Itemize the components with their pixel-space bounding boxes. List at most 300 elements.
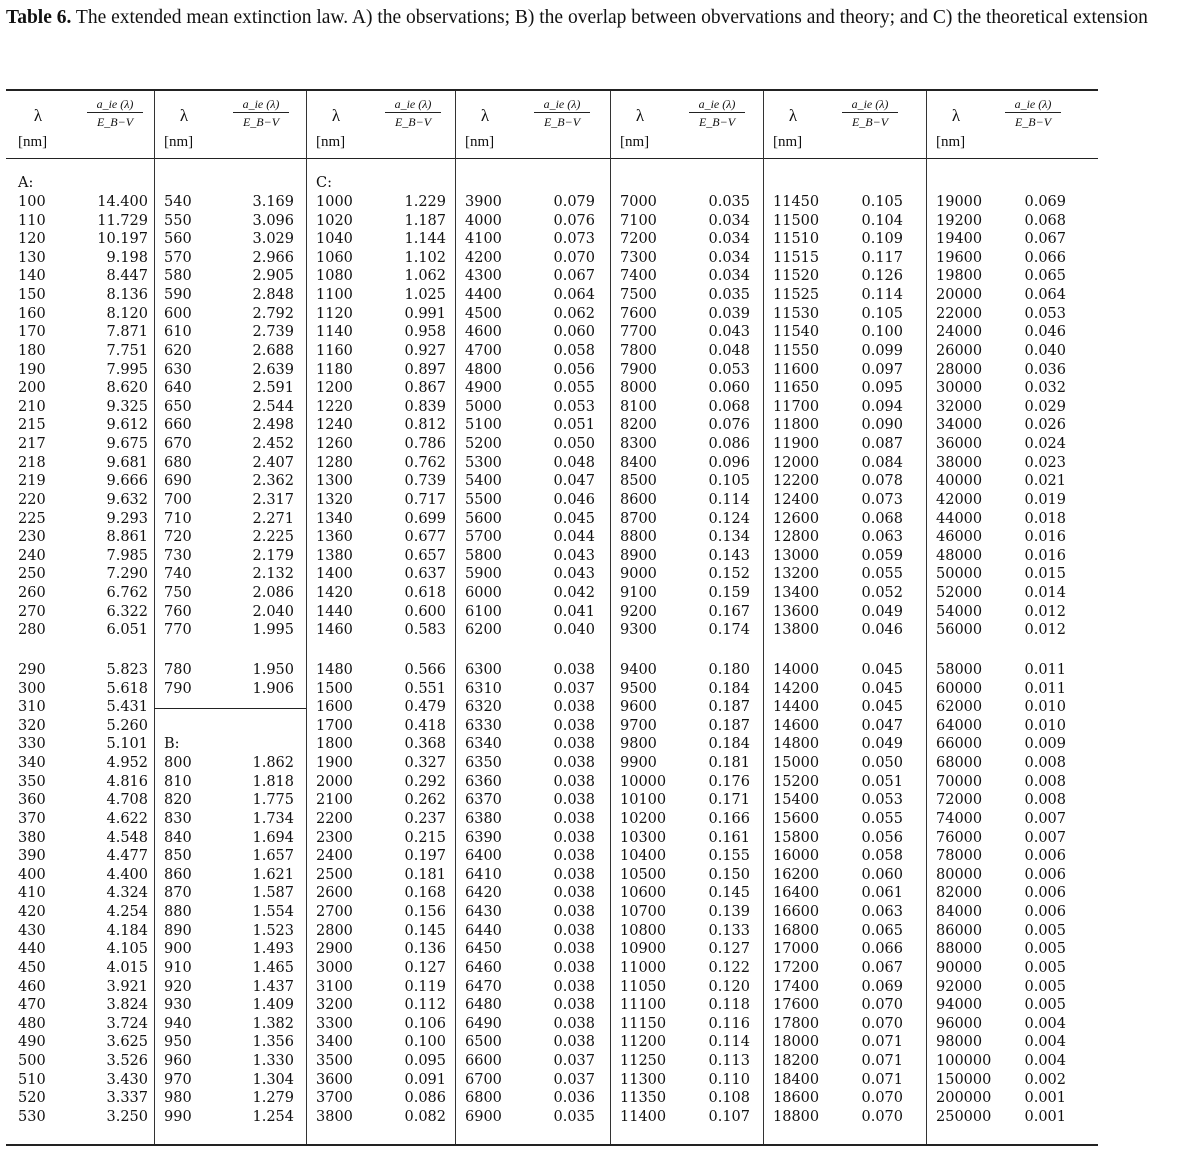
ratio-cell: 0.038 xyxy=(553,922,595,939)
ratio-cell: 1.465 xyxy=(252,959,294,976)
wavelength-cell: 340 xyxy=(18,755,46,772)
wavelength-cell: 4600 xyxy=(465,324,502,341)
wavelength-cell: 1900 xyxy=(316,755,353,772)
ratio-cell: 0.181 xyxy=(708,755,750,772)
ratio-cell: 2.040 xyxy=(252,603,294,620)
wavelength-cell: 12000 xyxy=(773,454,820,471)
ratio-cell: 0.114 xyxy=(708,1034,750,1051)
wavelength-cell: 12800 xyxy=(773,529,820,546)
wavelength-cell: 6370 xyxy=(465,792,502,809)
ratio-cell: 0.110 xyxy=(708,1071,750,1088)
ratio-cell: 9.632 xyxy=(106,491,148,508)
ratio-cell: 0.066 xyxy=(861,941,903,958)
ratio-cell: 0.038 xyxy=(553,848,595,865)
ratio-cell: 0.091 xyxy=(404,1071,446,1088)
fraction-bar xyxy=(689,112,745,113)
wavelength-cell: 430 xyxy=(18,922,46,939)
ratio-cell: 0.045 xyxy=(861,680,903,697)
wavelength-cell: 6500 xyxy=(465,1034,502,1051)
ratio-cell: 0.197 xyxy=(404,848,446,865)
ratio-cell: 0.105 xyxy=(708,473,750,490)
ratio-cell: 0.086 xyxy=(404,1090,446,1107)
ratio-cell: 8.136 xyxy=(106,287,148,304)
ratio-cell: 2.966 xyxy=(252,249,294,266)
wavelength-cell: 800 xyxy=(164,755,192,772)
wavelength-cell: 4700 xyxy=(465,342,502,359)
ratio-cell: 2.132 xyxy=(252,566,294,583)
ratio-cell: 6.051 xyxy=(106,622,148,639)
ratio-cell: 3.625 xyxy=(106,1034,148,1051)
ratio-cell: 0.150 xyxy=(708,866,750,883)
ratio-cell: 0.184 xyxy=(708,736,750,753)
ratio-cell: 9.293 xyxy=(106,510,148,527)
wavelength-cell: 200 xyxy=(18,380,46,397)
wavelength-cell: 3800 xyxy=(316,1108,353,1125)
ratio-cell: 0.007 xyxy=(1024,810,1066,827)
ratio-cell: 0.006 xyxy=(1024,848,1066,865)
ratio-cell: 0.012 xyxy=(1024,622,1066,639)
wavelength-cell: 19600 xyxy=(936,249,983,266)
wavelength-cell: 13000 xyxy=(773,547,820,564)
wavelength-cell: 580 xyxy=(164,268,192,285)
wavelength-cell: 2200 xyxy=(316,810,353,827)
wavelength-cell: 17000 xyxy=(773,941,820,958)
ratio-cell: 0.184 xyxy=(708,680,750,697)
ratio-cell: 7.995 xyxy=(106,361,148,378)
ratio-cell: 3.824 xyxy=(106,997,148,1014)
ratio-cell: 0.069 xyxy=(1024,194,1066,210)
wavelength-cell: 1460 xyxy=(316,622,353,639)
ratio-cell: 0.036 xyxy=(553,1090,595,1107)
wavelength-cell: 1220 xyxy=(316,398,353,415)
wavelength-cell: 220 xyxy=(18,491,46,508)
wavelength-cell: 320 xyxy=(18,717,46,734)
wavelength-cell: 15600 xyxy=(773,810,820,827)
wavelength-cell: 5600 xyxy=(465,510,502,527)
wavelength-cell: 56000 xyxy=(936,622,983,639)
ratio-cell: 0.566 xyxy=(404,662,446,678)
wavelength-cell: 11500 xyxy=(773,212,820,229)
ratio-cell: 0.009 xyxy=(1024,736,1066,753)
wavelength-cell: 4500 xyxy=(465,305,502,322)
ratio-cell: 0.008 xyxy=(1024,755,1066,772)
ratio-cell: 0.120 xyxy=(708,978,750,995)
wavelength-cell: 870 xyxy=(164,885,192,902)
wavelength-cell: 10300 xyxy=(620,829,667,846)
ratio-cell: 1.493 xyxy=(252,941,294,958)
ratio-cell: 0.053 xyxy=(708,361,750,378)
wavelength-cell: 1040 xyxy=(316,231,353,248)
wavelength-cell: 490 xyxy=(18,1034,46,1051)
ratio-cell: 0.176 xyxy=(708,773,750,790)
wavelength-cell: 1260 xyxy=(316,436,353,453)
ratio-cell: 0.055 xyxy=(553,380,595,397)
ratio-cell: 1.187 xyxy=(404,212,446,229)
section-divider xyxy=(154,708,306,709)
ratio-cell: 0.050 xyxy=(861,755,903,772)
ratio-cell: 0.897 xyxy=(404,361,446,378)
ratio-cell: 0.038 xyxy=(553,1034,595,1051)
ratio-cell: 0.046 xyxy=(553,491,595,508)
ratio-cell: 0.073 xyxy=(553,231,595,248)
ratio-numerator: a_ie (λ) xyxy=(394,97,432,111)
ratio-cell: 0.076 xyxy=(553,212,595,229)
wavelength-cell: 560 xyxy=(164,231,192,248)
wavelength-cell: 14400 xyxy=(773,699,820,716)
header-unit: [nm] xyxy=(164,134,194,150)
wavelength-cell: 850 xyxy=(164,848,192,865)
ratio-cell: 0.004 xyxy=(1024,1034,1066,1051)
wavelength-cell: 100 xyxy=(18,194,46,210)
wavelength-cell: 720 xyxy=(164,529,192,546)
wavelength-cell: 36000 xyxy=(936,436,983,453)
wavelength-cell: 13800 xyxy=(773,622,820,639)
ratio-denominator: E_B−V xyxy=(698,115,736,129)
wavelength-cell: 92000 xyxy=(936,978,983,995)
ratio-cell: 2.905 xyxy=(252,268,294,285)
wavelength-cell: 2700 xyxy=(316,904,353,921)
ratio-cell: 0.038 xyxy=(553,1015,595,1032)
wavelength-cell: 50000 xyxy=(936,566,983,583)
wavelength-cell: 215 xyxy=(18,417,46,434)
ratio-cell: 0.368 xyxy=(404,736,446,753)
wavelength-cell: 3200 xyxy=(316,997,353,1014)
ratio-cell: 0.067 xyxy=(553,268,595,285)
wavelength-cell: 930 xyxy=(164,997,192,1014)
header-ratio xyxy=(381,97,445,129)
ratio-cell: 1.437 xyxy=(252,978,294,995)
wavelength-cell: 90000 xyxy=(936,959,983,976)
ratio-cell: 0.045 xyxy=(553,510,595,527)
ratio-cell: 0.011 xyxy=(1024,662,1066,678)
ratio-cell: 6.322 xyxy=(106,603,148,620)
wavelength-cell: 8800 xyxy=(620,529,657,546)
wavelength-cell: 94000 xyxy=(936,997,983,1014)
ratio-cell: 0.143 xyxy=(708,547,750,564)
ratio-cell: 1.523 xyxy=(252,922,294,939)
wavelength-cell: 330 xyxy=(18,736,46,753)
wavelength-cell: 11525 xyxy=(773,287,820,304)
ratio-cell: 1.818 xyxy=(252,773,294,790)
section-label: B: xyxy=(164,736,180,753)
wavelength-cell: 100000 xyxy=(936,1053,992,1070)
ratio-cell: 0.038 xyxy=(553,904,595,921)
wavelength-cell: 700 xyxy=(164,491,192,508)
ratio-cell: 0.068 xyxy=(861,510,903,527)
wavelength-cell: 6100 xyxy=(465,603,502,620)
wavelength-cell: 11400 xyxy=(620,1108,667,1125)
wavelength-cell: 6350 xyxy=(465,755,502,772)
ratio-cell: 0.155 xyxy=(708,848,750,865)
wavelength-cell: 650 xyxy=(164,398,192,415)
ratio-cell: 11.729 xyxy=(97,212,148,229)
ratio-cell: 0.139 xyxy=(708,904,750,921)
fraction-bar xyxy=(1005,112,1061,113)
wavelength-cell: 64000 xyxy=(936,717,983,734)
ratio-cell: 0.082 xyxy=(404,1108,446,1125)
ratio-cell: 0.060 xyxy=(861,866,903,883)
caption-label: Table 6. xyxy=(6,7,72,28)
ratio-cell: 1.657 xyxy=(252,848,294,865)
wavelength-cell: 1800 xyxy=(316,736,353,753)
ratio-cell: 2.498 xyxy=(252,417,294,434)
ratio-cell: 0.109 xyxy=(861,231,903,248)
ratio-cell: 1.356 xyxy=(252,1034,294,1051)
wavelength-cell: 14000 xyxy=(773,662,820,678)
ratio-cell: 2.362 xyxy=(252,473,294,490)
wavelength-cell: 9800 xyxy=(620,736,657,753)
ratio-cell: 0.262 xyxy=(404,792,446,809)
wavelength-cell: 6000 xyxy=(465,585,502,602)
ratio-cell: 0.046 xyxy=(861,622,903,639)
wavelength-cell: 44000 xyxy=(936,510,983,527)
ratio-cell: 0.122 xyxy=(708,959,750,976)
wavelength-cell: 8700 xyxy=(620,510,657,527)
wavelength-cell: 66000 xyxy=(936,736,983,753)
wavelength-cell: 10600 xyxy=(620,885,667,902)
wavelength-cell: 3600 xyxy=(316,1071,353,1088)
wavelength-cell: 1400 xyxy=(316,566,353,583)
wavelength-cell: 6900 xyxy=(465,1108,502,1125)
ratio-cell: 0.005 xyxy=(1024,922,1066,939)
wavelength-cell: 18000 xyxy=(773,1034,820,1051)
wavelength-cell: 1280 xyxy=(316,454,353,471)
ratio-cell: 0.038 xyxy=(553,736,595,753)
ratio-cell: 0.036 xyxy=(1024,361,1066,378)
ratio-numerator: a_ie (λ) xyxy=(851,97,889,111)
ratio-cell: 0.039 xyxy=(708,305,750,322)
ratio-cell: 0.100 xyxy=(404,1034,446,1051)
ratio-cell: 8.120 xyxy=(106,305,148,322)
ratio-cell: 0.038 xyxy=(553,941,595,958)
header-lambda: λ xyxy=(331,106,341,125)
ratio-cell: 0.040 xyxy=(1024,342,1066,359)
wavelength-cell: 6420 xyxy=(465,885,502,902)
ratio-cell: 0.038 xyxy=(553,810,595,827)
ratio-cell: 1.025 xyxy=(404,287,446,304)
wavelength-cell: 14200 xyxy=(773,680,820,697)
ratio-cell: 0.187 xyxy=(708,699,750,716)
ratio-cell: 0.045 xyxy=(861,662,903,678)
wavelength-cell: 670 xyxy=(164,436,192,453)
ratio-cell: 0.418 xyxy=(404,717,446,734)
wavelength-cell: 480 xyxy=(18,1015,46,1032)
wavelength-cell: 11520 xyxy=(773,268,820,285)
wavelength-cell: 11650 xyxy=(773,380,820,397)
wavelength-cell: 52000 xyxy=(936,585,983,602)
ratio-cell: 0.023 xyxy=(1024,454,1066,471)
wavelength-cell: 6390 xyxy=(465,829,502,846)
wavelength-cell: 680 xyxy=(164,454,192,471)
extinction-table xyxy=(6,89,1098,1147)
wavelength-cell: 2300 xyxy=(316,829,353,846)
ratio-cell: 8.861 xyxy=(106,529,148,546)
ratio-cell: 0.058 xyxy=(861,848,903,865)
wavelength-cell: 2600 xyxy=(316,885,353,902)
ratio-cell: 0.145 xyxy=(708,885,750,902)
ratio-cell: 0.618 xyxy=(404,585,446,602)
ratio-cell: 0.038 xyxy=(553,959,595,976)
ratio-cell: 0.156 xyxy=(404,904,446,921)
wavelength-cell: 150 xyxy=(18,287,46,304)
wavelength-cell: 11550 xyxy=(773,342,820,359)
wavelength-cell: 620 xyxy=(164,342,192,359)
ratio-cell: 0.034 xyxy=(708,268,750,285)
wavelength-cell: 7100 xyxy=(620,212,657,229)
ratio-cell: 9.666 xyxy=(106,473,148,490)
wavelength-cell: 17400 xyxy=(773,978,820,995)
wavelength-cell: 890 xyxy=(164,922,192,939)
wavelength-cell: 150000 xyxy=(936,1071,992,1088)
wavelength-cell: 16600 xyxy=(773,904,820,921)
ratio-cell: 1.062 xyxy=(404,268,446,285)
ratio-cell: 2.792 xyxy=(252,305,294,322)
ratio-cell: 0.071 xyxy=(861,1034,903,1051)
wavelength-cell: 470 xyxy=(18,997,46,1014)
wavelength-cell: 6430 xyxy=(465,904,502,921)
ratio-cell: 0.038 xyxy=(553,755,595,772)
ratio-cell: 0.045 xyxy=(861,699,903,716)
wavelength-cell: 370 xyxy=(18,810,46,827)
ratio-cell: 4.477 xyxy=(106,848,148,865)
wavelength-cell: 219 xyxy=(18,473,46,490)
wavelength-cell: 12600 xyxy=(773,510,820,527)
ratio-cell: 4.548 xyxy=(106,829,148,846)
wavelength-cell: 1020 xyxy=(316,212,353,229)
ratio-cell: 0.958 xyxy=(404,324,446,341)
wavelength-cell: 68000 xyxy=(936,755,983,772)
ratio-cell: 0.127 xyxy=(708,941,750,958)
ratio-cell: 0.067 xyxy=(861,959,903,976)
header-unit: [nm] xyxy=(465,134,495,150)
fraction-bar xyxy=(87,112,143,113)
ratio-cell: 0.096 xyxy=(708,454,750,471)
wavelength-cell: 5400 xyxy=(465,473,502,490)
ratio-cell: 0.014 xyxy=(1024,585,1066,602)
ratio-cell: 1.621 xyxy=(252,866,294,883)
wavelength-cell: 980 xyxy=(164,1090,192,1107)
wavelength-cell: 630 xyxy=(164,361,192,378)
wavelength-cell: 6700 xyxy=(465,1071,502,1088)
ratio-numerator: a_ie (λ) xyxy=(242,97,280,111)
wavelength-cell: 230 xyxy=(18,529,46,546)
ratio-numerator: a_ie (λ) xyxy=(543,97,581,111)
ratio-cell: 0.049 xyxy=(861,736,903,753)
ratio-cell: 0.152 xyxy=(708,566,750,583)
wavelength-cell: 58000 xyxy=(936,662,983,678)
wavelength-cell: 770 xyxy=(164,622,192,639)
ratio-cell: 0.114 xyxy=(861,287,903,304)
wavelength-cell: 1360 xyxy=(316,529,353,546)
wavelength-cell: 990 xyxy=(164,1108,192,1125)
wavelength-cell: 9700 xyxy=(620,717,657,734)
header-ratio xyxy=(1001,97,1065,129)
wavelength-cell: 74000 xyxy=(936,810,983,827)
wavelength-cell: 18400 xyxy=(773,1071,820,1088)
wavelength-cell: 380 xyxy=(18,829,46,846)
wavelength-cell: 1500 xyxy=(316,680,353,697)
wavelength-cell: 40000 xyxy=(936,473,983,490)
wavelength-cell: 14600 xyxy=(773,717,820,734)
ratio-cell: 0.029 xyxy=(1024,398,1066,415)
wavelength-cell: 18200 xyxy=(773,1053,820,1070)
ratio-cell: 0.116 xyxy=(708,1015,750,1032)
wavelength-cell: 750 xyxy=(164,585,192,602)
wavelength-cell: 6200 xyxy=(465,622,502,639)
wavelength-cell: 38000 xyxy=(936,454,983,471)
ratio-cell: 0.180 xyxy=(708,662,750,678)
wavelength-cell: 310 xyxy=(18,699,46,716)
ratio-cell: 2.179 xyxy=(252,547,294,564)
wavelength-cell: 15800 xyxy=(773,829,820,846)
wavelength-cell: 450 xyxy=(18,959,46,976)
wavelength-cell: 910 xyxy=(164,959,192,976)
wavelength-cell: 2900 xyxy=(316,941,353,958)
wavelength-cell: 8500 xyxy=(620,473,657,490)
wavelength-cell: 9000 xyxy=(620,566,657,583)
ratio-cell: 0.991 xyxy=(404,305,446,322)
wavelength-cell: 6330 xyxy=(465,717,502,734)
header-lambda: λ xyxy=(635,106,645,125)
wavelength-cell: 440 xyxy=(18,941,46,958)
wavelength-cell: 11540 xyxy=(773,324,820,341)
wavelength-cell: 11150 xyxy=(620,1015,667,1032)
wavelength-cell: 11450 xyxy=(773,194,820,210)
wavelength-cell: 970 xyxy=(164,1071,192,1088)
fraction-bar xyxy=(534,112,590,113)
ratio-cell: 0.159 xyxy=(708,585,750,602)
ratio-cell: 0.058 xyxy=(553,342,595,359)
ratio-cell: 3.921 xyxy=(106,978,148,995)
wavelength-cell: 360 xyxy=(18,792,46,809)
wavelength-cell: 530 xyxy=(18,1108,46,1125)
wavelength-cell: 290 xyxy=(18,662,46,678)
ratio-denominator: E_B−V xyxy=(1014,115,1052,129)
ratio-cell: 7.290 xyxy=(106,566,148,583)
wavelength-cell: 8300 xyxy=(620,436,657,453)
ratio-cell: 1.102 xyxy=(404,249,446,266)
ratio-denominator: E_B−V xyxy=(242,115,280,129)
wavelength-cell: 1140 xyxy=(316,324,353,341)
wavelength-cell: 1320 xyxy=(316,491,353,508)
ratio-cell: 0.114 xyxy=(708,491,750,508)
wavelength-cell: 34000 xyxy=(936,417,983,434)
ratio-cell: 0.119 xyxy=(404,978,446,995)
wavelength-cell: 500 xyxy=(18,1053,46,1070)
wavelength-cell: 240 xyxy=(18,547,46,564)
ratio-cell: 0.113 xyxy=(708,1053,750,1070)
ratio-cell: 1.330 xyxy=(252,1053,294,1070)
wavelength-cell: 82000 xyxy=(936,885,983,902)
ratio-cell: 0.005 xyxy=(1024,959,1066,976)
wavelength-cell: 15200 xyxy=(773,773,820,790)
wavelength-cell: 6470 xyxy=(465,978,502,995)
wavelength-cell: 7700 xyxy=(620,324,657,341)
ratio-cell: 0.038 xyxy=(553,829,595,846)
ratio-cell: 0.006 xyxy=(1024,885,1066,902)
wavelength-cell: 8600 xyxy=(620,491,657,508)
ratio-cell: 0.133 xyxy=(708,922,750,939)
ratio-cell: 4.184 xyxy=(106,922,148,939)
wavelength-cell: 28000 xyxy=(936,361,983,378)
ratio-cell: 0.079 xyxy=(553,194,595,210)
ratio-cell: 4.015 xyxy=(106,959,148,976)
wavelength-cell: 16800 xyxy=(773,922,820,939)
wavelength-cell: 11350 xyxy=(620,1090,667,1107)
header-lambda: λ xyxy=(951,106,961,125)
ratio-cell: 1.775 xyxy=(252,792,294,809)
header-ratio xyxy=(530,97,594,129)
